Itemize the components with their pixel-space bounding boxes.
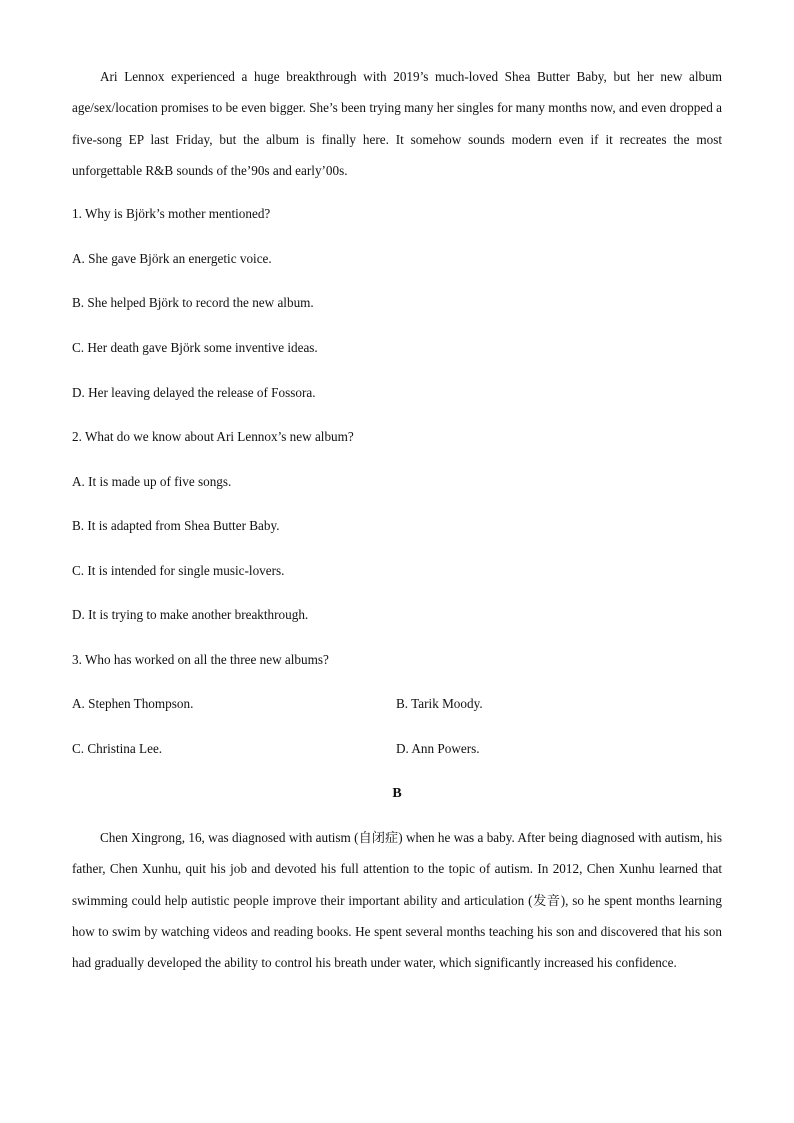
question-2-stem: 2. What do we know about Ari Lennox’s new album? bbox=[72, 429, 354, 444]
section-b-paragraph: Chen Xingrong, 16, was diagnosed with autism (自闭症) when he was a baby. After being diagnosed with autism, his father, Chen Xunhu, quit his job and devoted his full attention to the topic of autism. In 2012, Chen Xunhu learned that swimming could help autistic people improve their important ability and articulation (发音), so he spent months learning how to swim by watching videos and reading books. He spent several months teaching his son and discovered that his son had gradually developed the ability to control his breath under water, which significantly increased his confidence. bbox=[72, 830, 722, 971]
question-3-stem: 3. Who has worked on all the three new albums? bbox=[72, 652, 329, 667]
question-1-option-b: B. She helped Björk to record the new album. bbox=[72, 295, 314, 310]
question-2-option-d: D. It is trying to make another breakthrough. bbox=[72, 607, 309, 622]
question-2-option-c: C. It is intended for single music-lovers. bbox=[72, 563, 285, 578]
question-1-stem: 1. Why is Björk’s mother mentioned? bbox=[72, 206, 271, 221]
question-2-option-a: A. It is made up of five songs. bbox=[72, 474, 232, 489]
question-1-option-d: D. Her leaving delayed the release of Fossora. bbox=[72, 385, 316, 400]
question-3-option-b: B. Tarik Moody. bbox=[396, 696, 483, 711]
question-3-option-c: C. Christina Lee. bbox=[72, 741, 163, 756]
question-2-option-b: B. It is adapted from Shea Butter Baby. bbox=[72, 518, 280, 533]
section-b-heading: B bbox=[392, 786, 402, 801]
question-3-option-d: D. Ann Powers. bbox=[396, 741, 480, 756]
question-1-option-a: A. She gave Björk an energetic voice. bbox=[72, 251, 272, 266]
question-3-option-a: A. Stephen Thompson. bbox=[72, 696, 194, 711]
passage-a-paragraph: Ari Lennox experienced a huge breakthrough with 2019’s much-loved Shea Butter Baby, but her new album age/sex/location promises to be even bigger. She’s been trying many her singles for many months now, and even dropped a five-song EP last Friday, but the album is finally here. It somehow sounds modern even if it recreates the most unforgettable R&B sounds of the’90s and early’00s. bbox=[72, 69, 722, 178]
question-1-option-c: C. Her death gave Björk some inventive ideas. bbox=[72, 340, 318, 355]
